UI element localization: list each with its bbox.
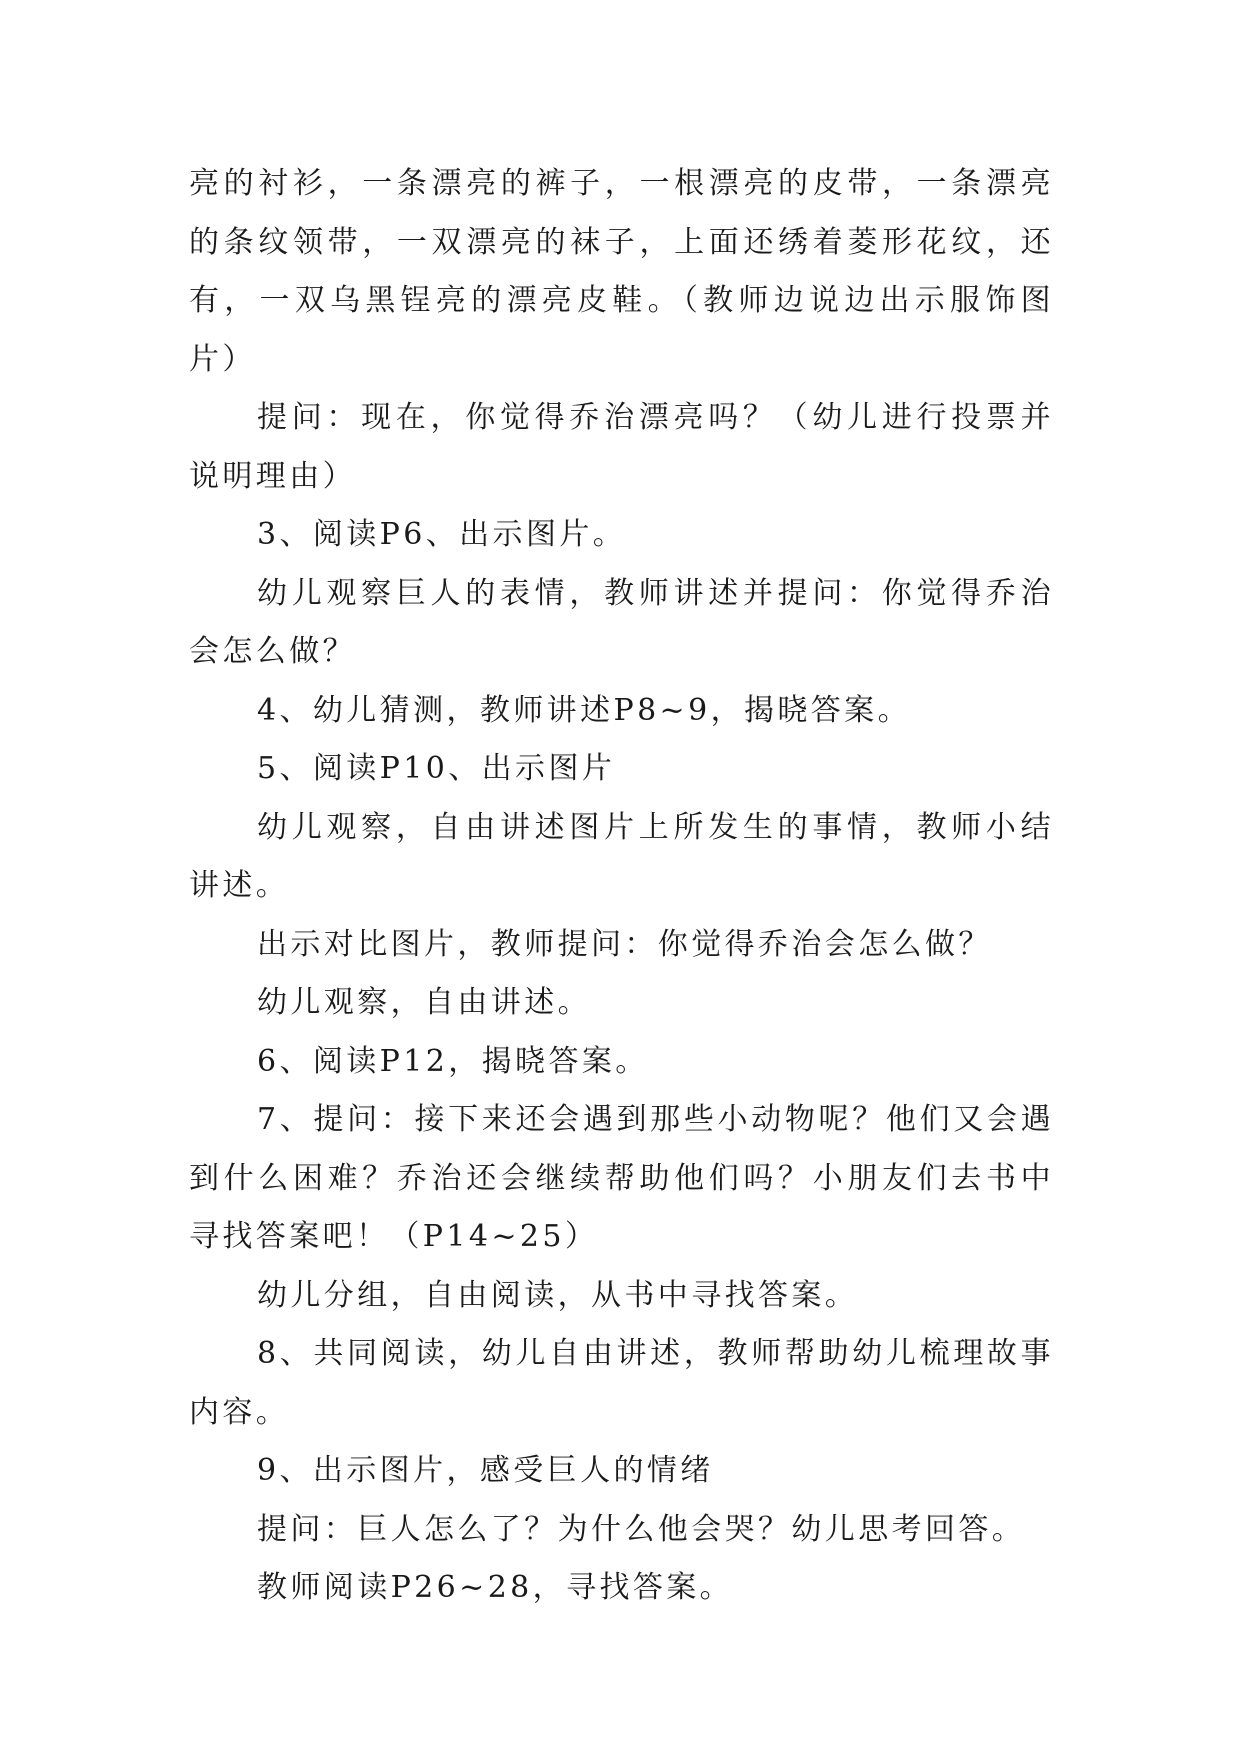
- paragraph-step-7: 7、提问：接下来还会遇到那些小动物呢？他们又会遇到什么困难？乔治还会继续帮助他们吗？小朋友们去书中寻找答案吧！（P14~25）: [189, 1102, 1054, 1254]
- paragraph-free-describe: 幼儿观察，自由讲述。: [257, 985, 591, 1020]
- paragraph-step-9: 9、出示图片，感受巨人的情绪: [257, 1453, 714, 1488]
- document-body: [189, 155, 1054, 1618]
- paragraph-question-giant: 提问：巨人怎么了？为什么他会哭？幼儿思考回答。: [257, 1511, 1026, 1547]
- paragraph-step-8: 8、共同阅读，幼儿自由讲述，教师帮助幼儿梳理故事内容。: [189, 1336, 1054, 1430]
- paragraph-question-pretty: 提问：现在，你觉得乔治漂亮吗？（幼儿进行投票并说明理由）: [189, 400, 1054, 494]
- paragraph-continuation-clothing: 亮的衬衫，一条漂亮的裤子，一根漂亮的皮带，一条漂亮的条纹领带，一双漂亮的袜子，上面还绣着菱形花纹，还有，一双乌黑锃亮的漂亮皮鞋。（教师边说边出示服饰图片）: [189, 166, 1054, 377]
- paragraph-step-4: 4、幼儿猜测，教师讲述P8~9，揭晓答案。: [257, 692, 911, 728]
- paragraph-observe-giant: 幼儿观察巨人的表情，教师讲述并提问：你觉得乔治会怎么做？: [189, 575, 1054, 669]
- paragraph-teacher-reading: 教师阅读P26~28，寻找答案。: [257, 1570, 734, 1605]
- paragraph-step-5: 5、阅读P10、出示图片: [257, 751, 616, 786]
- paragraph-step-6: 6、阅读P12，揭晓答案。: [257, 1043, 649, 1079]
- paragraph-group-reading: 幼儿分组，自由阅读，从书中寻找答案。: [257, 1277, 859, 1313]
- paragraph-step-3: 3、阅读P6、出示图片。: [257, 517, 627, 552]
- paragraph-compare-pictures: 出示对比图片，教师提问：你觉得乔治会怎么做？: [257, 926, 992, 962]
- paragraph-observe-describe: 幼儿观察，自由讲述图片上所发生的事情，教师小结讲述。: [189, 809, 1054, 903]
